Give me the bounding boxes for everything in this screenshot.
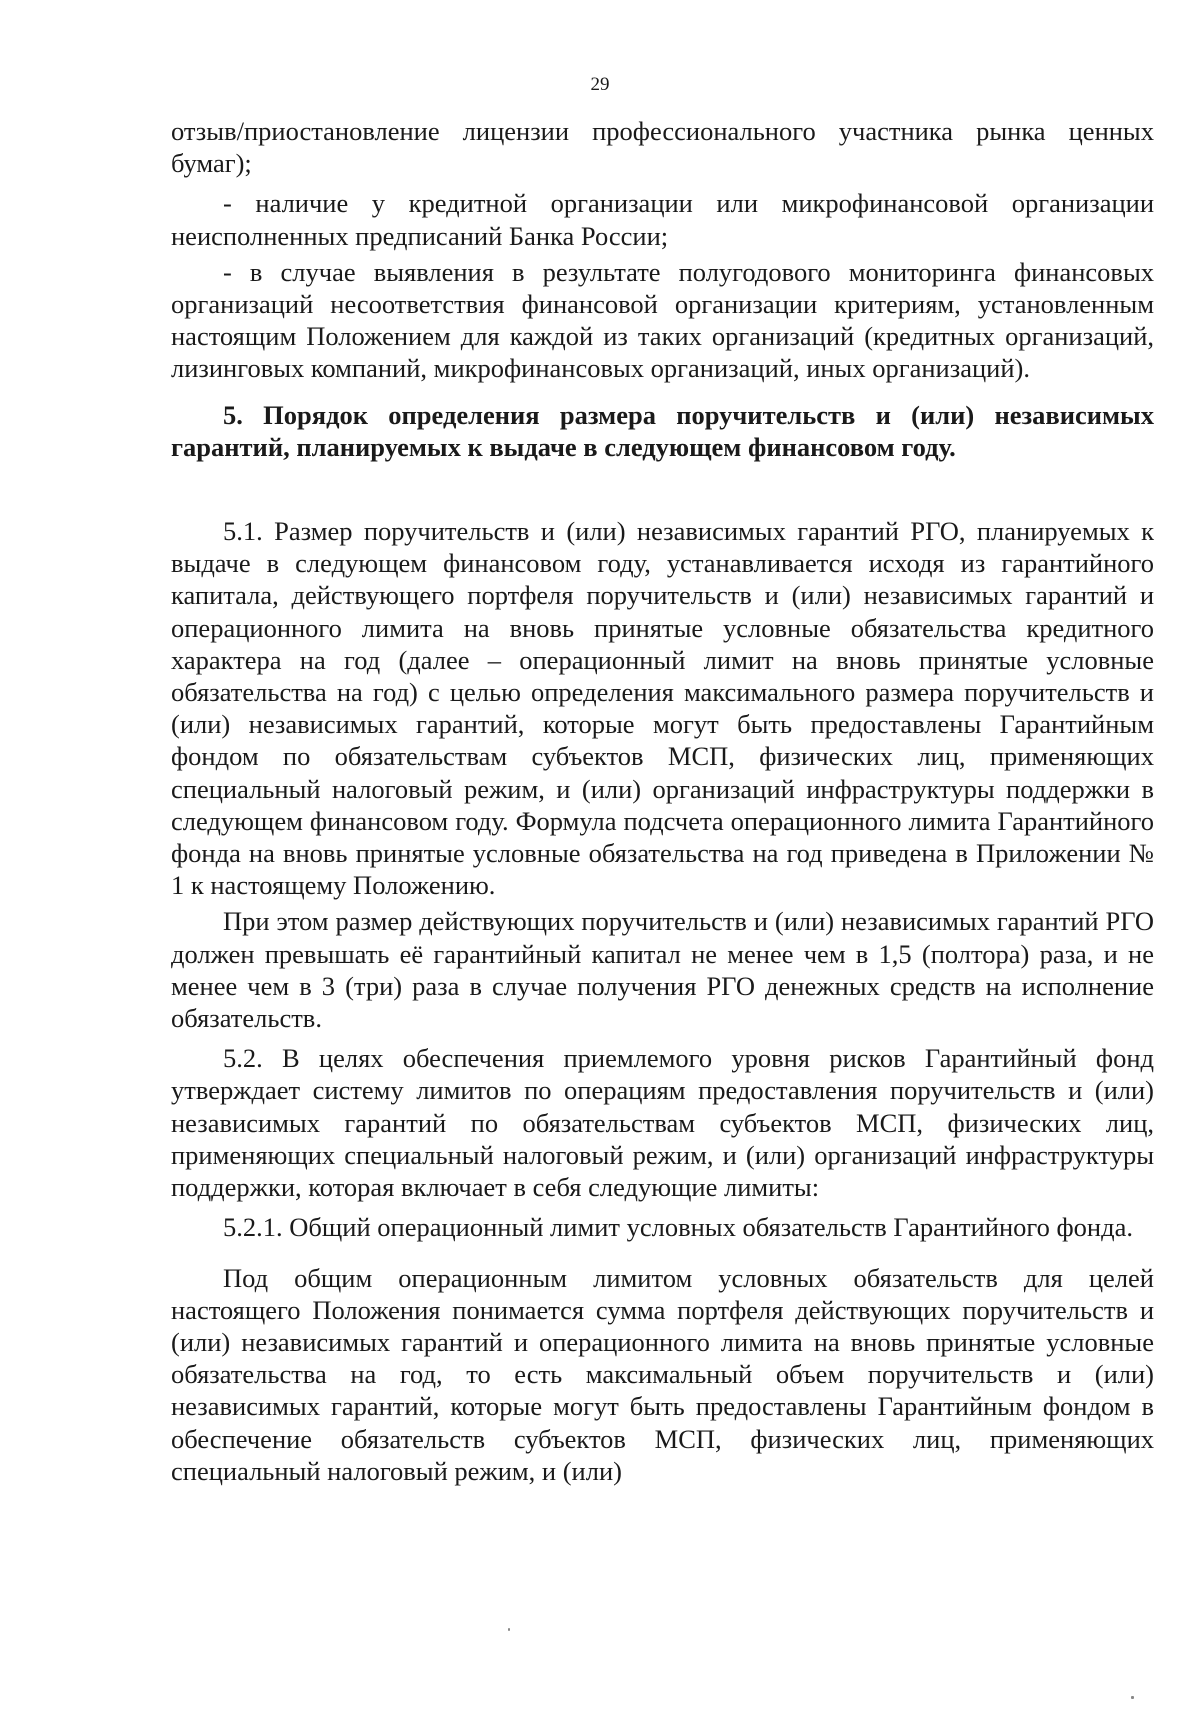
- paragraph-license-revocation: отзыв/приостановление лицензии профессионального участника рынка ценных бумаг);: [171, 116, 1154, 179]
- page-number: 29: [590, 74, 610, 95]
- scan-speck: [508, 1628, 510, 1631]
- paragraph-5-1-ratio: При этом размер действующих поручительств и (или) независимых гарантий РГО должен превышать её гарантийный капитал не менее чем в 1,5 (полтора) раза, и не менее чем в 3 (три) раза в случае получения РГО денежных средств на исполнение обязательств.: [171, 906, 1154, 1034]
- paragraph-5-1: 5.1. Размер поручительств и (или) независимых гарантий РГО, планируемых к выдаче в следующем финансовом году, устанавливается исходя из гарантийного капитала, действующего портфеля поручительств и (или) независимых гарантий и операционного лимита на вновь принятые условные обязательства кредитного характера на год (далее – операционный лимит на вновь принятые условные обязательства на год) с целью определения максимального размера поручительств и (или) независимых гарантий, которые могут быть предоставлены Гарантийным фондом по обязательствам субъектов МСП, физических лиц, применяющих специальный налоговый режим, и (или) организаций инфраструктуры поддержки в следующем финансовом году. Формула подсчета операционного лимита Гарантийного фонда на вновь принятые условные обязательства на год приведена в Приложении № 1 к настоящему Положению.: [171, 516, 1154, 901]
- scan-speck: [1131, 1696, 1134, 1699]
- paragraph-5-2-1: 5.2.1. Общий операционный лимит условных обязательств Гарантийного фонда.: [223, 1212, 1133, 1243]
- section-heading-5: 5. Порядок определения размера поручительств и (или) независимых гарантий, планируемых к выдаче в следующем финансовом году.: [171, 399, 1154, 462]
- paragraph-unfulfilled-orders: - наличие у кредитной организации или микрофинансовой организации неисполненных предписаний Банка России;: [171, 188, 1154, 251]
- paragraph-5-2: 5.2. В целях обеспечения приемлемого уровня рисков Гарантийный фонд утверждает систему лимитов по операциям предоставления поручительств и (или) независимых гарантий по обязательствам субъектов МСП, физических лиц, применяющих специальный налоговый режим, и (или) организаций инфраструктуры поддержки, которая включает в себя следующие лимиты:: [171, 1043, 1154, 1203]
- paragraph-general-limit-definition: Под общим операционным лимитом условных обязательств для целей настоящего Положения понимается сумма портфеля действующих поручительств и (или) независимых гарантий и операционного лимита на вновь принятые условные обязательства на год, то есть максимальный объем поручительств и (или) независимых гарантий, которые могут быть предоставлены Гарантийным фондом в обеспечение обязательств субъектов МСП, физических лиц, применяющих специальный налоговый режим, и (или): [171, 1262, 1154, 1486]
- document-body: [171, 115, 1154, 1487]
- paragraph-monitoring-mismatch: - в случае выявления в результате полугодового мониторинга финансовых организаций несоответствия финансовой организации критериям, установленным настоящим Положением для каждой из таких организаций (кредитных организаций, лизинговых компаний, микрофинансовых организаций, иных организаций).: [171, 256, 1154, 384]
